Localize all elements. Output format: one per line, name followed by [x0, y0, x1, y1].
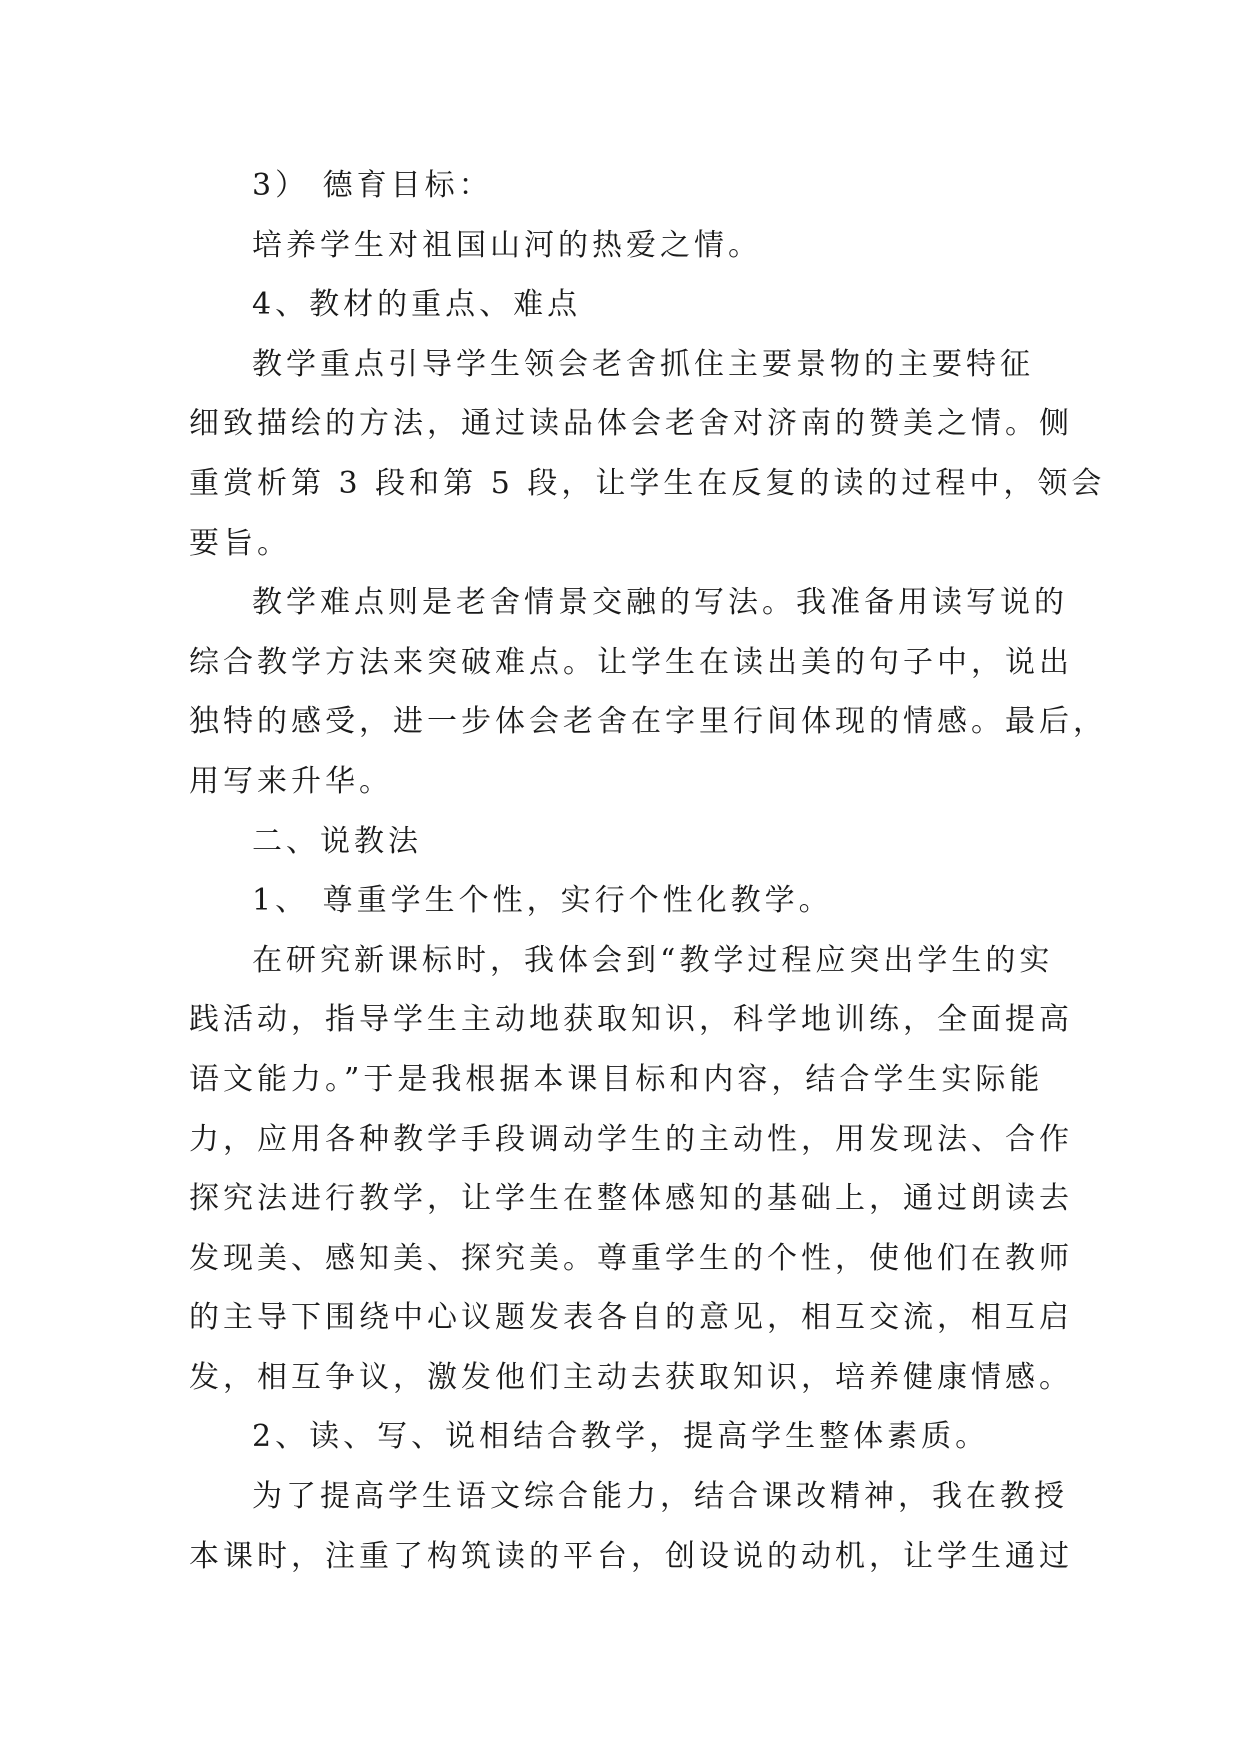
paragraph-line: 语文能力。”于是我根据本课目标和内容，结合学生实际能	[189, 1061, 1044, 1097]
paragraph-line: 在研究新课标时，我体会到“教学过程应突出学生的实	[252, 942, 1054, 978]
heading-key-difficult-points: 4、教材的重点、难点	[252, 287, 582, 323]
paragraph-line: 重赏析第 3 段和第 5 段，让学生在反复的读的过程中，领会	[189, 465, 1106, 501]
paragraph-line: 要旨。	[189, 525, 291, 561]
heading-combined-teaching: 2、读、写、说相结合教学，提高学生整体素质。	[252, 1419, 990, 1455]
paragraph-line: 教学重点引导学生领会老舍抓住主要景物的主要特征	[252, 346, 1034, 382]
paragraph-line: 践活动，指导学生主动地获取知识，科学地训练，全面提高	[189, 1002, 1073, 1038]
paragraph-line: 培养学生对祖国山河的热爱之情。	[252, 227, 762, 263]
paragraph-line: 为了提高学生语文综合能力，结合课改精神，我在教授	[252, 1479, 1068, 1515]
paragraph-line: 力，应用各种教学手段调动学生的主动性，用发现法、合作	[189, 1121, 1073, 1157]
paragraph-line: 的主导下围绕中心议题发表各自的意见，相互交流，相互启	[189, 1300, 1073, 1336]
paragraph-line: 发现美、感知美、探究美。尊重学生的个性，使他们在教师	[189, 1240, 1073, 1276]
paragraph-line: 发，相互争议，激发他们主动去获取知识，培养健康情感。	[189, 1359, 1073, 1395]
paragraph-line: 细致描绘的方法，通过读品体会老舍对济南的赞美之情。侧	[189, 406, 1073, 442]
document-body	[189, 156, 1107, 1586]
paragraph-line: 用写来升华。	[189, 763, 393, 799]
heading-moral-goal: 3） 德育目标：	[252, 168, 493, 203]
paragraph-line: 探究法进行教学，让学生在整体感知的基础上，通过朗读去	[189, 1181, 1073, 1217]
paragraph-line: 综合教学方法来突破难点。让学生在读出美的句子中，说出	[189, 644, 1073, 680]
paragraph-line: 本课时，注重了构筑读的平台，创设说的动机，让学生通过	[189, 1538, 1073, 1574]
paragraph-line: 教学难点则是老舍情景交融的写法。我准备用读写说的	[252, 585, 1068, 621]
heading-teaching-method: 二、说教法	[252, 823, 422, 859]
heading-individualized-teaching: 1、 尊重学生个性，实行个性化教学。	[252, 883, 833, 919]
paragraph-line: 独特的感受，进一步体会老舍在字里行间体现的情感。最后，	[189, 704, 1107, 740]
